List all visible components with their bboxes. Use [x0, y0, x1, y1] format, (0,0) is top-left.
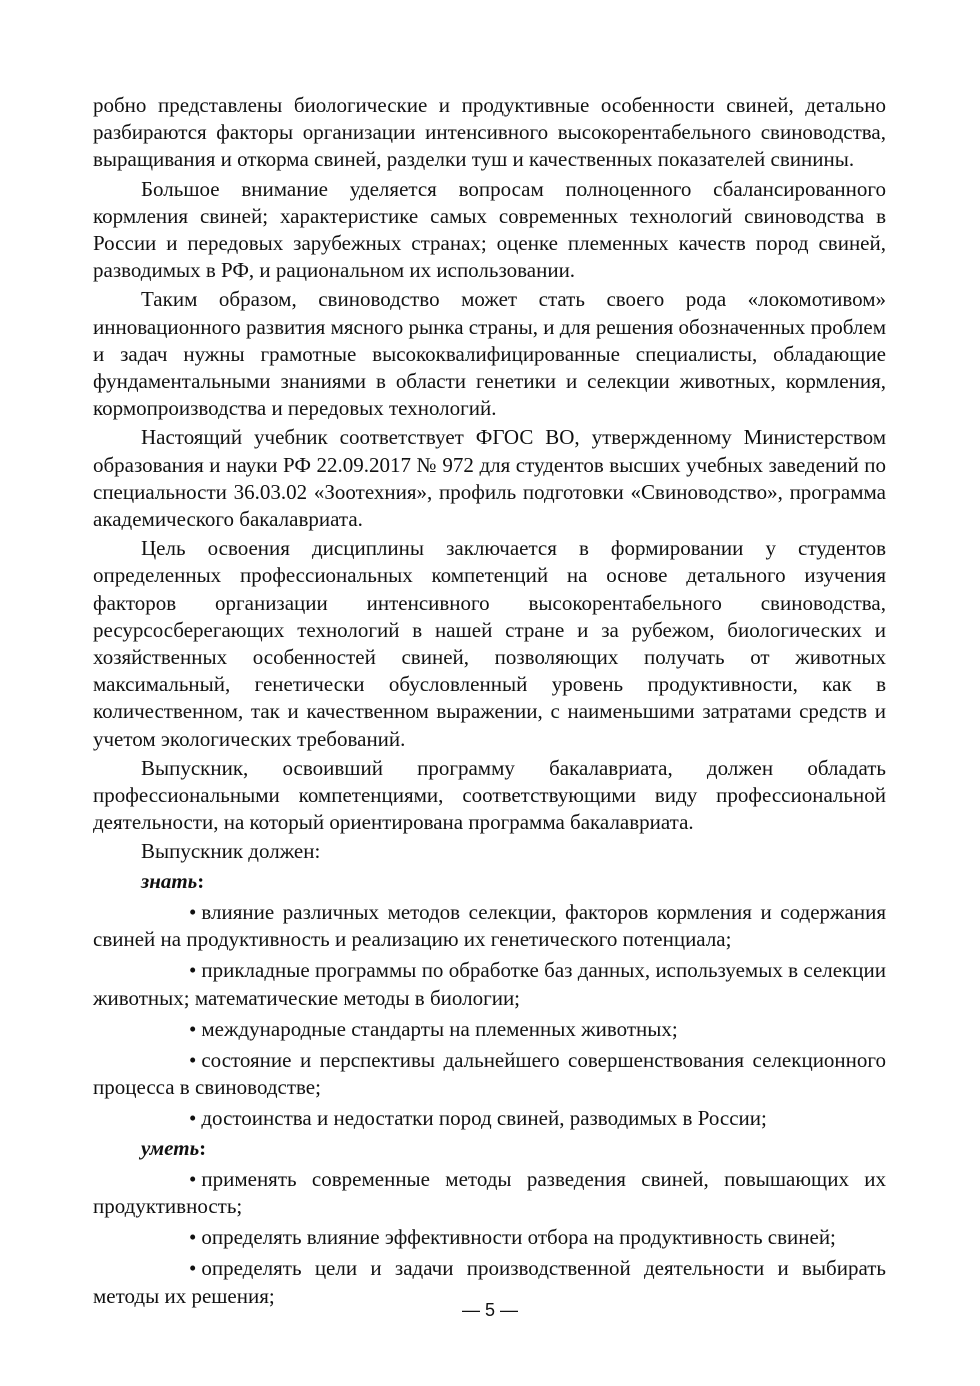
paragraph-innovation: Таким образом, свиноводство может стать своего рода «локомотивом» инновационного развития мясного рынка страны, и для решения обозначенных проблем и задач нужны грамотные высококвалифицированные специалисты, обладающие фундаментальными знаниями в области генетики и селекции животных, кормления, кормопроизводства и передовых технологий. [93, 287, 886, 421]
know-heading-colon: : [197, 868, 205, 893]
can-heading-label: уметь [141, 1135, 200, 1160]
paragraph-graduate-competencies: Выпускник, освоивший программу бакалавриата, должен обладать профессиональными компетенциями, соответствующими виду профессиональной деятельности, на который ориентирована программа бакалавриата. [93, 755, 886, 835]
paragraph-graduate-must: Выпускник должен: [141, 839, 321, 864]
bullet-icon: • [189, 1256, 197, 1281]
paragraph-course-goal: Цель освоения дисциплины заключается в формировании у студентов определенных профессиональных компетенций на основе детального изучения факторов организации интенсивного высокорентабельного свиноводства, ресурсосберегающих технологий в нашей стране и за рубежом, биологических и хозяйственных особенностей свиней, позволяющих получать от животных максимальный, генетически обусловленный уровень продуктивности, как в количественном, так и качественном выражении, с наименьшими затратами средств и учетом экологических требований. [93, 536, 886, 751]
page-body [93, 92, 886, 1310]
bullet-icon: • [189, 1106, 197, 1131]
can-list-item [93, 1224, 886, 1251]
bullet-icon: • [189, 1047, 197, 1072]
know-item-text: прикладные программы по обработке баз данных, используемых в селекции животных; математические методы в биологии; [93, 958, 886, 1010]
bullet-icon: • [189, 1016, 197, 1041]
paragraph-feeding-focus: Большое внимание уделяется вопросам полноценного сбалансированного кормления свиней; характеристике самых современных технологий свиноводства в России и передовых зарубежных странах; оценке племенных качеств пород свиней, разводимых в РФ, и рациональном их использовании. [93, 176, 886, 283]
can-list-item [93, 1166, 886, 1220]
know-list-item [93, 957, 886, 1011]
can-heading-colon: : [199, 1135, 207, 1160]
know-item-text: состояние и перспективы дальнейшего совершенствования селекционного процесса в свиноводстве; [93, 1047, 886, 1100]
can-item-text: применять современные методы разведения свиней, повышающих их продуктивность; [93, 1166, 886, 1218]
know-list-item [93, 1105, 886, 1132]
can-heading [93, 1135, 886, 1162]
know-item-text: международные стандарты на племенных животных; [201, 1016, 678, 1041]
paragraph-intro-continuation: робно представлены биологические и продуктивные особенности свиней, детально разбираются факторы организации интенсивного высокорентабельного свиноводства, выращивания и откорма свиней, разделки туш и качественных показателей свинины. [93, 93, 886, 172]
know-item-text: влияние различных методов селекции, факторов кормления и содержания свиней на продуктивность и реализацию их генетического потенциала; [93, 899, 886, 952]
bullet-icon: • [189, 899, 197, 924]
bullet-icon: • [189, 958, 197, 983]
know-heading-label: знать [141, 868, 198, 893]
know-list-item [93, 1016, 886, 1043]
can-item-text: определять влияние эффективности отбора на продуктивность свиней; [201, 1225, 836, 1250]
bullet-icon: • [189, 1225, 197, 1250]
page-number: — 5 — [461, 1300, 518, 1320]
know-heading [93, 868, 886, 895]
bullet-icon: • [189, 1166, 197, 1191]
know-item-text: достоинства и недостатки пород свиней, разводимых в России; [201, 1106, 767, 1131]
can-item-text: определять цели и задачи производственной деятельности и выбирать методы их решения; [93, 1256, 886, 1308]
paragraph-standard-compliance: Настоящий учебник соответствует ФГОС ВО, утвержденному Министерством образования и науки РФ 22.09.2017 № 972 для студентов высших учебных заведений по специальности 36.03.02 «Зоотехния», профиль подготовки «Свиноводство», программа академического бакалавриата. [93, 425, 886, 532]
know-list-item [93, 899, 886, 953]
know-list-item [93, 1047, 886, 1101]
